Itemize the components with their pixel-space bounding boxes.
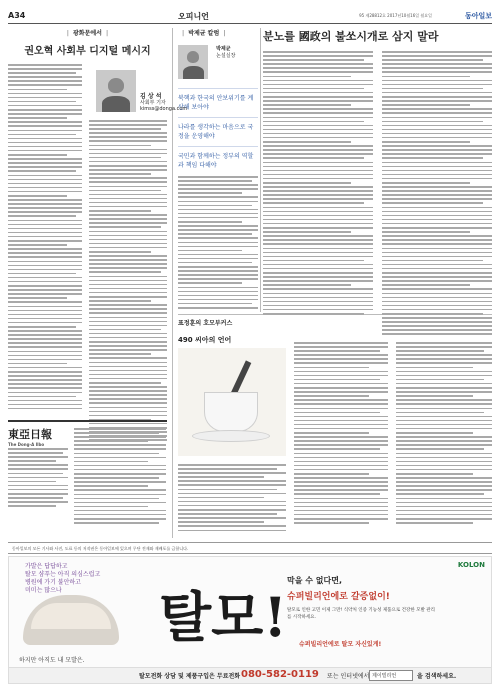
illustration — [178, 348, 286, 456]
section-title: 오피니언 — [178, 12, 209, 21]
article-body — [8, 64, 82, 412]
reporter-byline — [140, 93, 188, 112]
columnist-role: 논설실장 — [216, 53, 236, 59]
ad-tagline-main: 하지만 아직도 내 모발은. — [19, 657, 85, 664]
main-headline[interactable]: 분노를 國政의 불쏘시개로 삼지 말라 — [263, 30, 439, 43]
advertisement[interactable] — [8, 556, 492, 684]
book-column-subhead[interactable]: 490 씨아의 언어 — [178, 336, 232, 344]
copyright-notice: 동아일보의 모든 기사와 사진, 도표 등의 저작권은 동아일보에 있으며 무단 전재와 재배포를 금합니다. — [8, 542, 492, 554]
columnist-photo — [178, 45, 208, 79]
donga-logo-sub: The Dong-A Ilbo — [8, 442, 45, 447]
article-body — [178, 464, 286, 534]
columnist-name: 박제균 — [216, 46, 231, 52]
article-headline[interactable]: 권오혁 사회부 디지털 메시지 — [24, 46, 151, 57]
page-number: A34 — [8, 11, 26, 20]
ad-taglines — [25, 563, 100, 595]
column-divider — [260, 28, 261, 312]
article-body — [263, 51, 373, 317]
donga-logo-text: 東亞日報 — [8, 428, 52, 441]
imprint-details — [8, 448, 68, 509]
pull-quote: 국민과 함께하는 정부의 역할과 책임 다해야 — [178, 146, 258, 170]
masthead — [8, 10, 492, 24]
book-column-kicker — [178, 318, 492, 327]
ad-calligraphy-title: 탈모! — [159, 585, 288, 649]
ad-tagline: 탈모 샴푸는 아직 의심스럽고 — [25, 571, 101, 578]
article-body — [178, 176, 258, 309]
column-kicker: | 광화문에서 | — [8, 28, 167, 37]
reporter-role: 사회부 기자 — [140, 100, 166, 106]
pull-quote: 나라를 생각하는 마음으로 국정을 운영해야 — [178, 117, 258, 141]
pull-quote: 북핵과 한국의 안보위기를 계산해 보아야 — [178, 88, 258, 112]
reporter-photo — [96, 70, 136, 112]
contact-label-3: 을 검색하세요. — [417, 673, 457, 680]
ad-tagline: 미미는 많으나 — [25, 587, 62, 594]
reporter-name: 김 상 석 — [140, 93, 162, 100]
article-body — [294, 342, 388, 526]
book-column-title: 표정훈의 호모부커스 — [178, 320, 233, 327]
issue-date: 95 제28812호 2017년10월16일 월요일 — [359, 13, 432, 18]
reporter-email[interactable]: kimss@donga.com — [140, 106, 188, 112]
opinion-column-left — [8, 28, 167, 443]
contact-label-2: 또는 인터넷에서 — [327, 673, 370, 680]
contact-label: 탈모전화 상담 및 제품구입은 무료전화 — [139, 673, 241, 680]
donga-logo — [8, 426, 52, 447]
ad-tagline: 가발은 답답하고 — [25, 563, 68, 570]
ad-copy-body: 탈모로 인한 고민 이제 그만! 식약처 인증 기능성 제품으로 건강한 모발 관리를 시작하세요. — [287, 608, 435, 620]
ad-tagline: 병원에 가기 불안하고 — [25, 579, 81, 586]
imprint-staff — [74, 428, 166, 526]
columnist-kicker: | 박제균 칼럼 | — [178, 28, 258, 37]
publisher-imprint — [8, 420, 167, 540]
columnist-sidebar — [178, 28, 258, 311]
search-box[interactable]: 제이빌리언 — [369, 670, 413, 681]
main-column — [263, 28, 492, 338]
pull-quotes — [178, 88, 258, 170]
columnist-byline — [216, 45, 235, 59]
ad-copy-closing: 슈퍼빌리언에로 탈모 자신있게! — [299, 641, 382, 648]
ad-copy-headline: 슈퍼빌리언에로 갈증없이! — [287, 592, 390, 602]
article-body — [382, 51, 492, 338]
scalp-illustration — [31, 603, 111, 629]
article-body — [396, 342, 492, 526]
article-body — [89, 120, 167, 443]
paper-logo: 동아일보 — [464, 11, 492, 20]
brand-logo: KOLON — [457, 561, 485, 569]
ad-copy-lead: 막을 수 없다면, — [287, 576, 342, 585]
ad-contact-bar — [9, 667, 491, 683]
phone-number[interactable]: 080-582-0119 — [241, 669, 319, 680]
column-divider — [172, 28, 173, 538]
book-column — [178, 318, 492, 540]
